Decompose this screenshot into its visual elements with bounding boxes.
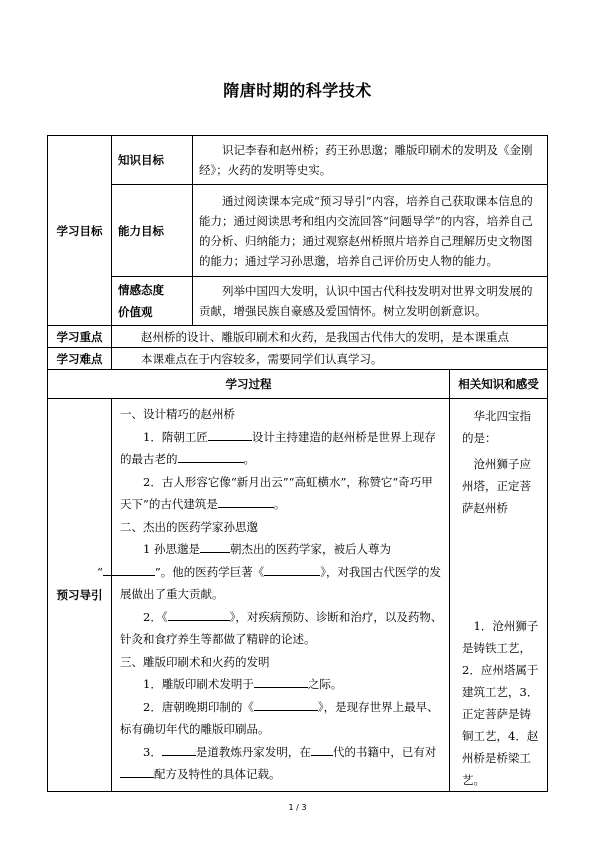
- page-number: 1 / 3: [288, 803, 307, 812]
- related-note: 沧州狮子应州塔，正定菩萨赵州桥: [462, 457, 531, 515]
- ability-goal-text: 通过阅读课本完成“预习导引”内容，培养自己获取课本信息的能力；通过阅读思考和组内交流回答“问题导学”的内容，培养自己的分析、归纳能力；通过观察赵州桥照片培养自己理解历史文物图的能力；通过学习孙思邈，培养自己评价历史人物的能力。: [193, 185, 548, 277]
- table-row: [48, 277, 548, 326]
- question-3: 1 孙思邈是 朝杰出的医药学家，被后人尊为 “ ”。他的医药学巨著《 》，对我国古代医学的发展做出了重大贡献。: [120, 538, 443, 606]
- related-content: [450, 399, 548, 792]
- table-row: [48, 136, 548, 185]
- emotion-goal-label: 情感态度 价值观: [112, 277, 193, 326]
- focus-text: 赵州桥的设计、雕版印刷术和火药，是我国古代伟大的发明，是本课重点: [112, 326, 548, 348]
- answer-blank[interactable]: [162, 741, 196, 756]
- answer-blank[interactable]: [208, 426, 252, 441]
- answer-blank[interactable]: [168, 606, 230, 621]
- answer-blank[interactable]: [200, 538, 230, 553]
- difficulty-text: 本课难点在于内容较多，需要同学们认真学习。: [112, 348, 548, 370]
- related-note: 1．沧州狮子是铸铁工艺，2．应州塔属于建筑工艺，3．正定菩萨是铸铜工艺，4．赵州桥是桥梁工艺。: [462, 619, 539, 787]
- table-row: [48, 185, 548, 277]
- answer-blank[interactable]: [120, 763, 154, 778]
- preview-label: 预习导引: [48, 399, 112, 792]
- focus-label: 学习重点: [48, 326, 112, 348]
- page-title: 隋唐时期的科学技术: [223, 81, 372, 100]
- table-row: [48, 326, 548, 348]
- knowledge-goal-text: 识记李春和赵州桥；药王孙思邈；雕版印刷术的发明及《金刚经》；火药的发明等史实。: [193, 136, 548, 185]
- related-header: 相关知识和感受: [450, 370, 548, 399]
- answer-blank[interactable]: [311, 741, 333, 756]
- difficulty-label: 学习难点: [48, 348, 112, 370]
- question-7: 3． 是道教炼丹家发明，在 代的书籍中，已有对配方及特性的具体记载。: [120, 741, 443, 786]
- answer-blank[interactable]: [103, 561, 155, 576]
- question-1: 1．隋朝工匠 设计主持建造的赵州桥是世界上现存的最古老的 。: [120, 426, 443, 471]
- process-header: 学习过程: [48, 370, 450, 399]
- related-note: 华北四宝指的是：: [462, 409, 531, 445]
- table-row: [48, 370, 548, 399]
- knowledge-goal-label: 知识目标: [112, 136, 193, 185]
- table-row: [48, 399, 548, 792]
- question-5: 1．雕版印刷术发明于 之际。: [120, 673, 443, 696]
- goals-label: 学习目标: [48, 136, 112, 326]
- answer-blank[interactable]: [178, 448, 244, 463]
- section-heading: 二、杰出的医药学家孙思邈: [120, 519, 258, 534]
- question-6: 2．唐朝晚期印制的《 》，是现存世界上最早、标有确切年代的雕版印刷品。: [120, 696, 443, 741]
- question-2: 2．古人形容它像“新月出云”“高虹横水”，称赞它“奇巧甲天下”的古代建筑是 。: [120, 474, 433, 511]
- answer-blank[interactable]: [254, 696, 318, 711]
- answer-blank[interactable]: [264, 561, 320, 576]
- ability-goal-label: 能力目标: [112, 185, 193, 277]
- preview-content: [97, 399, 450, 792]
- section-heading: 一、设计精巧的赵州桥: [120, 407, 235, 421]
- emotion-goal-text: 列举中国四大发明，认识中国古代科技发明对世界文明发展的贡献，增强民族自豪感及爱国情怀。树立发明创新意识。: [193, 277, 548, 326]
- section-heading: 三、雕版印刷术和火药的发明: [120, 654, 270, 669]
- question-4: 2．《 》，对疾病预防、诊断和治疗，以及药物、针灸和食疗养生等都做了精辟的论述。: [120, 606, 443, 651]
- table-row: [48, 348, 548, 370]
- lesson-table: [47, 135, 548, 792]
- answer-blank[interactable]: [218, 493, 274, 508]
- answer-blank[interactable]: [254, 673, 308, 688]
